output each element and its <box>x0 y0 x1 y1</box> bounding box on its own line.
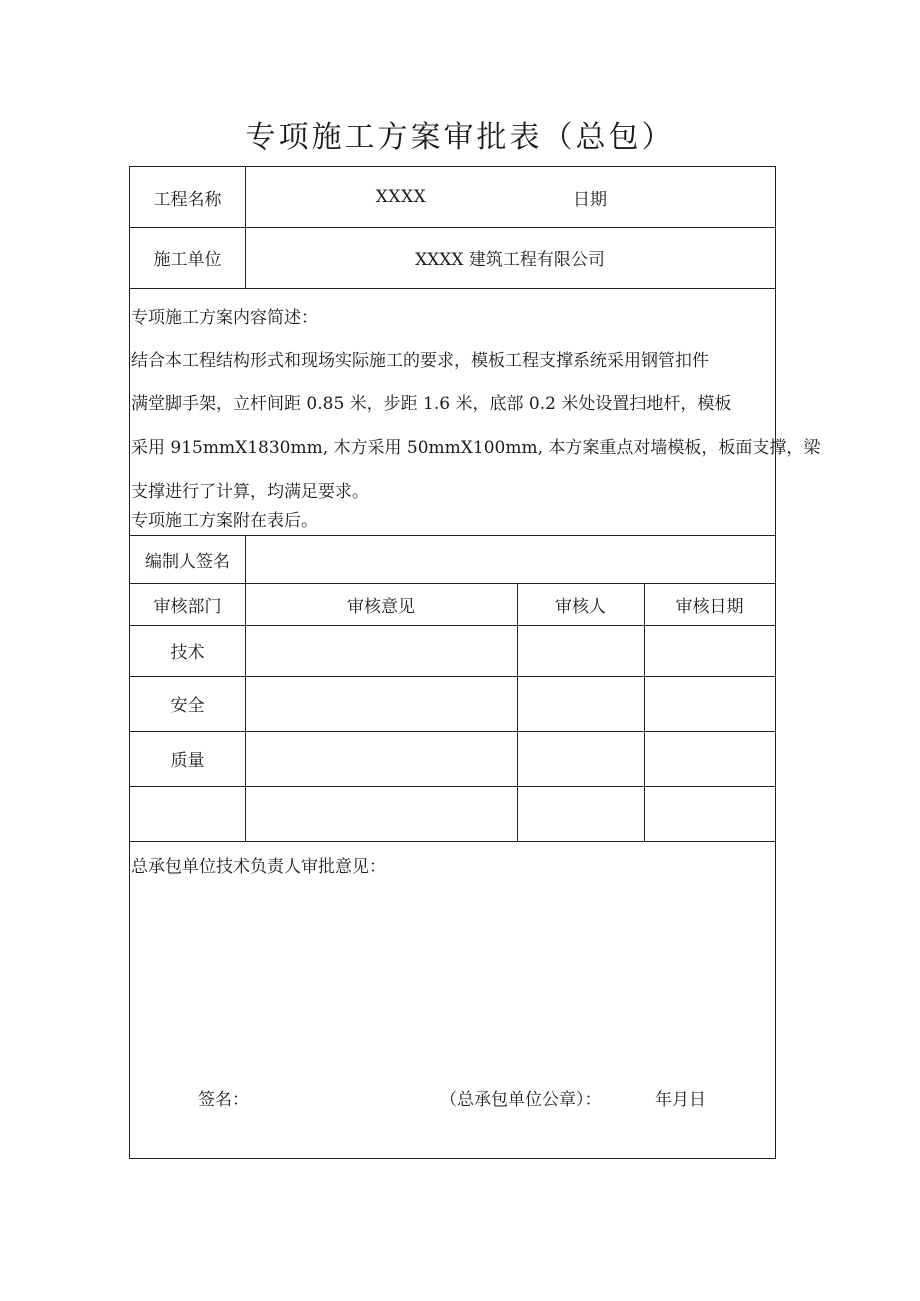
construction-unit-value: XXXX 建筑工程有限公司 <box>415 250 605 270</box>
summary-line: 支撑进行了计算，均满足要求。 <box>131 482 369 502</box>
approval-date-label: 年月日 <box>655 1090 706 1110</box>
summary-heading: 专项施工方案内容简述： <box>131 308 318 328</box>
date-label: 日期 <box>573 189 607 210</box>
row-divider <box>130 288 775 289</box>
review-header-opinion: 审核意见 <box>347 596 415 617</box>
summary-line: 采用 915mmX1830mm, 木方采用 50mmX100mm, 本方案重点对墙模板，板面支撑，梁 <box>131 438 821 458</box>
construction-unit-label: 施工单位 <box>153 250 222 270</box>
signature-label: 签名： <box>198 1090 249 1110</box>
review-header-date: 审核日期 <box>675 596 744 617</box>
preparer-signature-label: 编制人签名 <box>145 551 230 572</box>
form-title: 专项施工方案审批表（总包） <box>245 120 675 155</box>
approval-form-table <box>129 166 821 1159</box>
row-divider <box>130 841 775 842</box>
project-name-value: XXXX <box>375 187 427 207</box>
summary-line: 结合本工程结构形式和现场实际施工的要求，模板工程支撑系统采用钢管扣件 <box>131 351 709 371</box>
review-dept-safety: 安全 <box>170 696 205 716</box>
review-header-reviewer: 审核人 <box>555 596 606 617</box>
review-header-dept: 审核部门 <box>153 596 222 617</box>
review-dept-blank <box>130 786 245 841</box>
review-dept-technical: 技术 <box>170 643 205 663</box>
project-name-label: 工程名称 <box>153 189 222 210</box>
approval-heading: 总承包单位技术负责人审批意见： <box>131 857 386 877</box>
summary-footer: 专项施工方案附在表后。 <box>131 511 318 531</box>
column-divider <box>245 535 246 841</box>
company-seal-label: （总承包单位公章）： <box>440 1090 602 1110</box>
review-dept-quality: 质量 <box>170 751 205 771</box>
summary-line: 满堂脚手架，立杆间距 0.85 米，步距 1.6 米，底部 0.2 米处设置扫地杆，模板 <box>131 394 732 414</box>
